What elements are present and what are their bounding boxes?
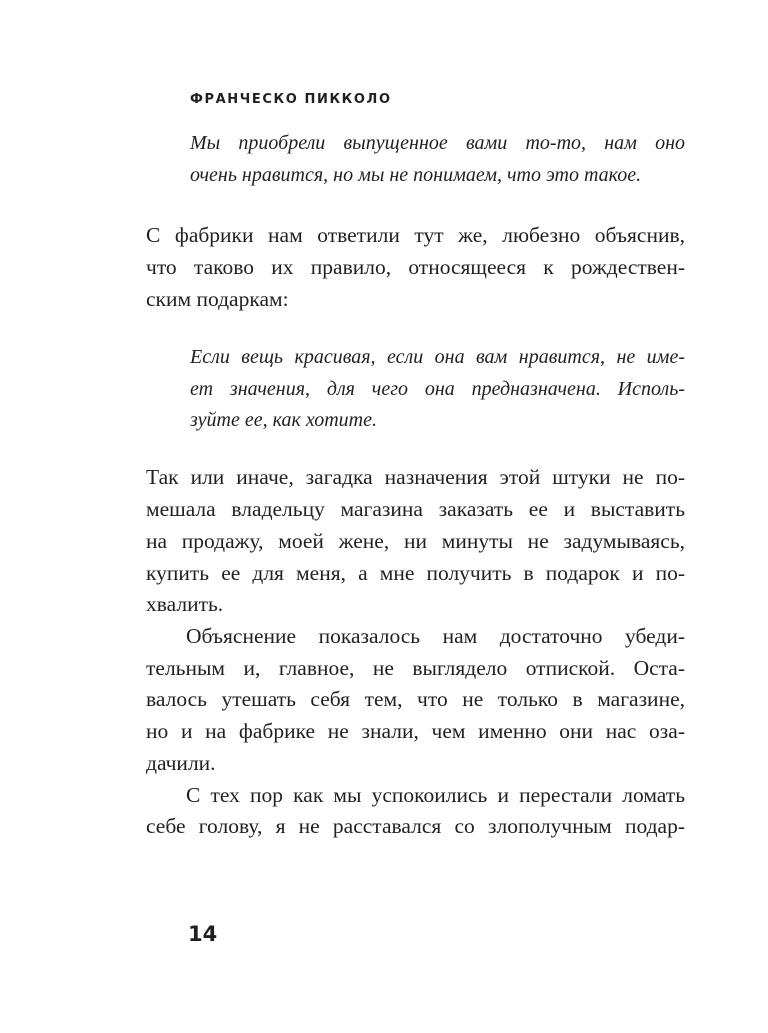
- body-line: на продажу, моей жене, ни минуты не задумываясь,: [146, 529, 685, 553]
- body-line: С тех пор как мы успокоились и перестали ломать: [186, 783, 685, 807]
- quote-line: очень нравится, но мы не понимаем, что это такое.: [190, 164, 642, 186]
- page-number: 14: [188, 922, 218, 946]
- body-line: дачили.: [146, 751, 216, 775]
- body-line: С фабрики нам ответили тут же, любезно объяснив,: [146, 223, 685, 247]
- body-line: ским подаркам:: [146, 287, 289, 311]
- body-line: себе голову, я не расставался со злополучным подар-: [146, 814, 685, 838]
- body-line: Так или иначе, загадка назначения этой штуки не по-: [146, 465, 685, 489]
- quote-line: зуйте ее, как хотите.: [190, 409, 377, 431]
- quote-line: Если вещь красивая, если она вам нравится, не име-: [190, 346, 685, 368]
- body-line: хвалить.: [146, 592, 224, 616]
- running-head: ФРАНЧЕСКО ПИККОЛО: [190, 92, 392, 107]
- body-line: купить ее для меня, а мне получить в подарок и по-: [146, 561, 685, 585]
- body-line: что таково их правило, относящееся к рождествен-: [146, 255, 685, 279]
- quote-line: Мы приобрели выпущенное вами то-то, нам оно: [190, 132, 685, 154]
- quote-line: ет значения, для чего она предназначена. Исполь-: [190, 378, 685, 400]
- body-line: Объяснение показалось нам достаточно убеди-: [186, 624, 685, 648]
- body-line: валось утешать себя тем, что не только в магазине,: [146, 687, 685, 711]
- body-line: тельным и, главное, не выглядело отпиской. Оста-: [146, 656, 685, 680]
- body-line: мешала владельцу магазина заказать ее и выставить: [146, 497, 685, 521]
- body-line: но и на фабрике не знали, чем именно они нас оза-: [146, 719, 685, 743]
